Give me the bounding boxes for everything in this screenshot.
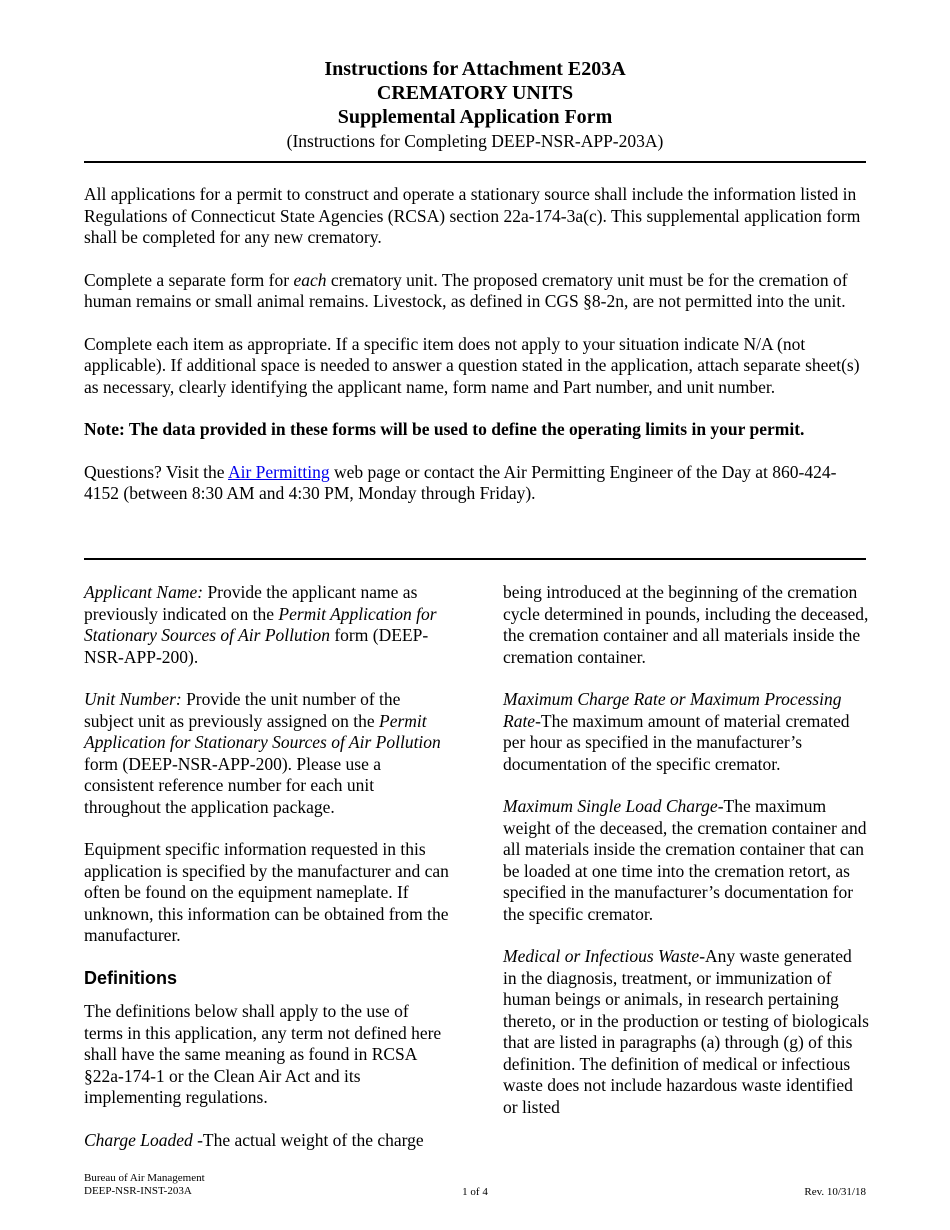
p2-em: each — [293, 269, 327, 290]
title-line-3: Supplemental Application Form — [337, 106, 613, 128]
applicant-text-1: Provide the applicant name as previously indicated on the — [84, 582, 418, 624]
document-title — [84, 57, 866, 153]
max-single-load-text: -The maximum weight of the deceased, the cremation container and all materials inside the cremation container that can be loaded at one time into the cremation retort, as specified in the manufacturer’s documentation for the specific cremator. — [503, 796, 867, 924]
unit-text-2: form (DEEP-NSR-APP-200). Please use a consistent reference number for each unit throughout the application package. — [84, 753, 381, 817]
max-charge-rate-text: -The maximum amount of material cremated per hour as specified in the manufacturer’s documentation of the specific cremator. — [503, 710, 850, 774]
title-line-1: Instructions for Attachment E203A — [324, 58, 626, 80]
applicant-name-paragraph — [84, 582, 450, 668]
air-permitting-link[interactable]: Air Permitting — [227, 461, 330, 482]
charge-loaded-text: -The actual weight of the charge — [192, 1129, 424, 1150]
title-line-4: (Instructions for Completing DEEP-NSR-APP-203A) — [286, 131, 664, 151]
charge-loaded-paragraph — [84, 1130, 450, 1152]
unit-number-paragraph — [84, 689, 450, 818]
section-divider — [84, 558, 866, 560]
unit-form-name: Permit Application for Stationary Sources of Air Pollution — [84, 710, 441, 752]
p2-post: crematory unit. The proposed crematory unit must be for the cremation of human remains or small animal remains. Livestock, as defined in CGS §8-2n, are not permitted into the unit. — [84, 269, 848, 311]
applicant-form-name: Permit Application for Stationary Sources of Air Pollution — [84, 603, 437, 645]
intro-paragraph-1: All applications for a permit to construct and operate a stationary source shall include the information listed in Regulations of Connecticut State Agencies (RCSA) section 22a-174-3a(c). This supplemental application form shall be completed for any new crematory. — [84, 184, 861, 247]
max-single-load-label: Maximum Single Load Charge — [503, 796, 718, 816]
medical-waste-text: -Any waste generated in the diagnosis, treatment, or immunization of human beings or animals, in research pertaining thereto, or in the production or testing of biologicals that are listed in paragraphs (a) through (g) of this definition. The definition of medical or infectious waste does not include hazardous waste identified or listed — [503, 946, 869, 1117]
unit-text-1: Provide the unit number of the subject unit as previously assigned on the — [84, 689, 401, 731]
applicant-name-label: Applicant Name: — [84, 582, 204, 602]
title-line-2: CREMATORY UNITS — [376, 82, 574, 104]
definitions-heading: Definitions — [84, 967, 177, 988]
intro-section — [84, 184, 866, 526]
charge-loaded-label: Charge Loaded — [84, 1129, 193, 1150]
footer-page-number: 1 of 4 — [462, 1186, 488, 1198]
questions-post: web page or contact the Air Permitting Engineer of the Day at 860-424-4152 (between 8:30 AM and 4:30 PM, Monday through Friday). — [84, 461, 837, 503]
left-column — [84, 582, 450, 1172]
applicant-text-2: form (DEEP-NSR-APP-200). — [84, 625, 429, 667]
footer-form-id: DEEP-NSR-INST-203A — [84, 1185, 192, 1197]
header-divider — [84, 161, 866, 163]
document-page — [84, 0, 869, 1230]
footer-bureau: Bureau of Air Management — [84, 1172, 205, 1184]
equipment-paragraph: Equipment specific information requested in this application is specified by the manufacturer and can often be found on the equipment nameplate. If unknown, this information can be obtained from the manufacturer. — [84, 839, 449, 945]
unit-number-label: Unit Number: — [84, 689, 182, 709]
right-column — [503, 582, 869, 1139]
intro-paragraph-2 — [84, 270, 866, 313]
max-charge-rate-paragraph — [503, 689, 869, 775]
max-charge-rate-label: Maximum Charge Rate or Maximum Processing Rate — [503, 689, 842, 731]
footer-revision: Rev. 10/31/18 — [804, 1186, 866, 1198]
medical-waste-label: Medical or Infectious Waste — [503, 946, 700, 966]
questions-paragraph — [84, 462, 866, 505]
medical-waste-paragraph — [503, 946, 869, 1118]
definitions-paragraph: The definitions below shall apply to the use of terms in this application, any term not defined here shall have the same meaning as found in RCSA §22a-174-1 or the Clean Air Act and its implementing regulations. — [84, 1001, 442, 1107]
note-paragraph: Note: The data provided in these forms will be used to define the operating limits in your permit. — [84, 419, 805, 439]
p2-pre: Complete a separate form for — [84, 269, 294, 290]
questions-pre: Questions? Visit the — [84, 461, 228, 482]
charge-loaded-continued: being introduced at the beginning of the cremation cycle determined in pounds, including the deceased, the cremation container and all materials inside the cremation container. — [503, 582, 869, 667]
intro-paragraph-3: Complete each item as appropriate. If a specific item does not apply to your situation indicate N/A (not applicable). If additional space is needed to answer a question stated in the application, attach separate sheet(s) as necessary, clearly identifying the applicant name, form name and Part number, and unit number. — [84, 333, 860, 397]
max-single-load-paragraph — [503, 796, 869, 925]
